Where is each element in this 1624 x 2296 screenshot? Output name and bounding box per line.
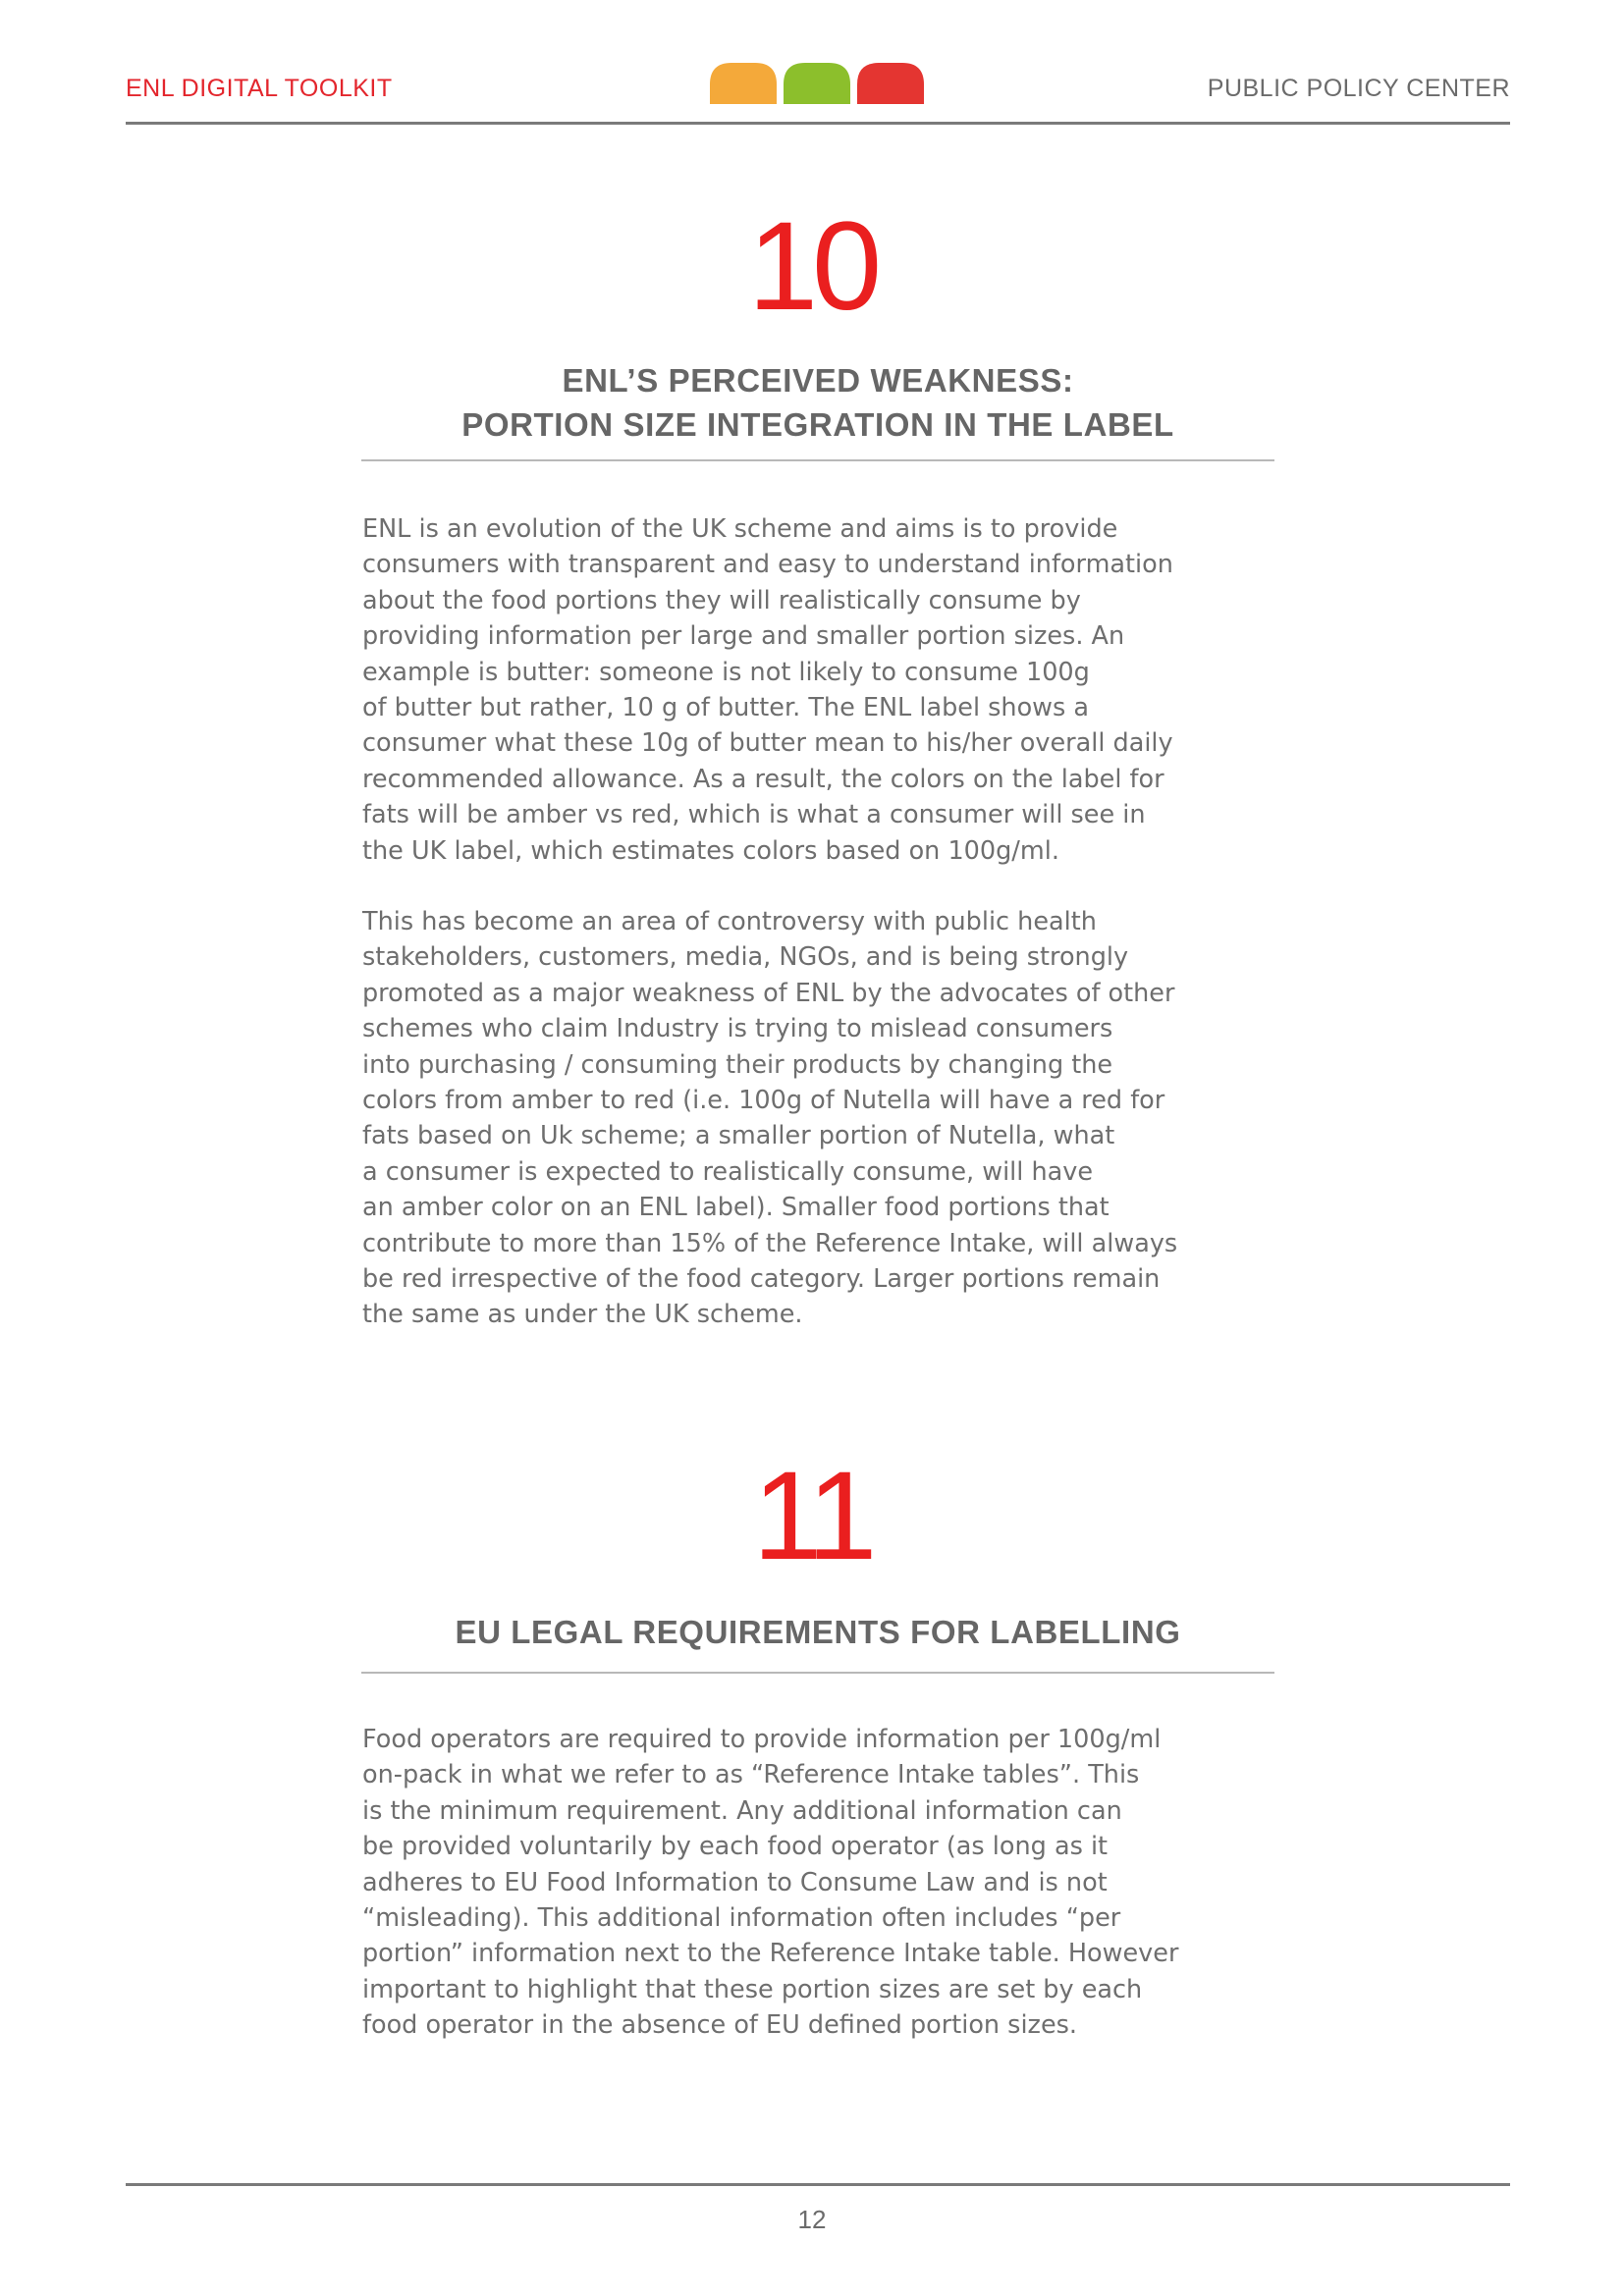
section-title: ENL’S PERCEIVED WEAKNESS: PORTION SIZE INTEGRATION IN THE LABEL <box>461 362 1174 443</box>
logo-green-segment <box>784 63 850 104</box>
header-divider <box>126 122 1510 125</box>
body-paragraph: ENL is an evolution of the UK scheme and aims is to provide consumers with transparent and easy to understand information about the food portions they will realistically consume by providing information per large and smaller portion sizes. An example is butter: someone is not likely to consume 100g of butter but rather, 10 g of butter. The ENL label shows a consumer what these 10g of butter mean to his/her overall daily recommended allowance. As a result, the colors on the label for fats will be amber vs red, which is what a consumer will see in the UK label, which estimates colors based on 100g/ml. <box>362 514 1173 866</box>
section-number: 10 <box>747 196 877 337</box>
section-title-divider <box>361 459 1274 461</box>
page-number: 12 <box>797 2205 827 2234</box>
header-center-name: PUBLIC POLICY CENTER <box>1207 75 1510 102</box>
body-paragraph: This has become an area of controversy with public health stakeholders, customers, media, NGOs, and is being strongly promoted as a major weakness of ENL by the advocates of other schemes who claim Industry is trying to mislead consumers into purchasing / consuming their products by changing the colors from amber to red (i.e. 100g of Nutella will have a red for fats based on Uk scheme; a smaller portion of Nutella, what a consumer is expected to realistically consume, will have an amber color on an ENL label). Smaller food portions that contribute to more than 15% of the Reference Intake, will always be red irrespective of the food category. Larger portions remain the same as under the UK scheme. <box>362 907 1178 1330</box>
logo-red-segment <box>857 63 924 104</box>
logo-amber-segment <box>710 63 777 104</box>
header-toolkit-title: ENL DIGITAL TOOLKIT <box>126 75 393 102</box>
traffic-light-logo-icon <box>710 63 924 104</box>
body-paragraph: Food operators are required to provide information per 100g/ml on-pack in what we refer to as “Reference Intake tables”. This is the minimum requirement. Any additional information can be provided voluntarily by each food operator (as long as it adheres to EU Food Information to Consume Law and is not “misleading). This additional information often includes “per portion” information next to the Reference Intake table. However important to highlight that these portion sizes are set by each food operator in the absence of EU defined portion sizes. <box>362 1725 1179 2041</box>
section-number: 11 <box>752 1446 872 1586</box>
section-title-divider <box>361 1672 1274 1674</box>
footer-divider <box>126 2183 1510 2186</box>
section-title: EU LEGAL REQUIREMENTS FOR LABELLING <box>455 1614 1181 1650</box>
